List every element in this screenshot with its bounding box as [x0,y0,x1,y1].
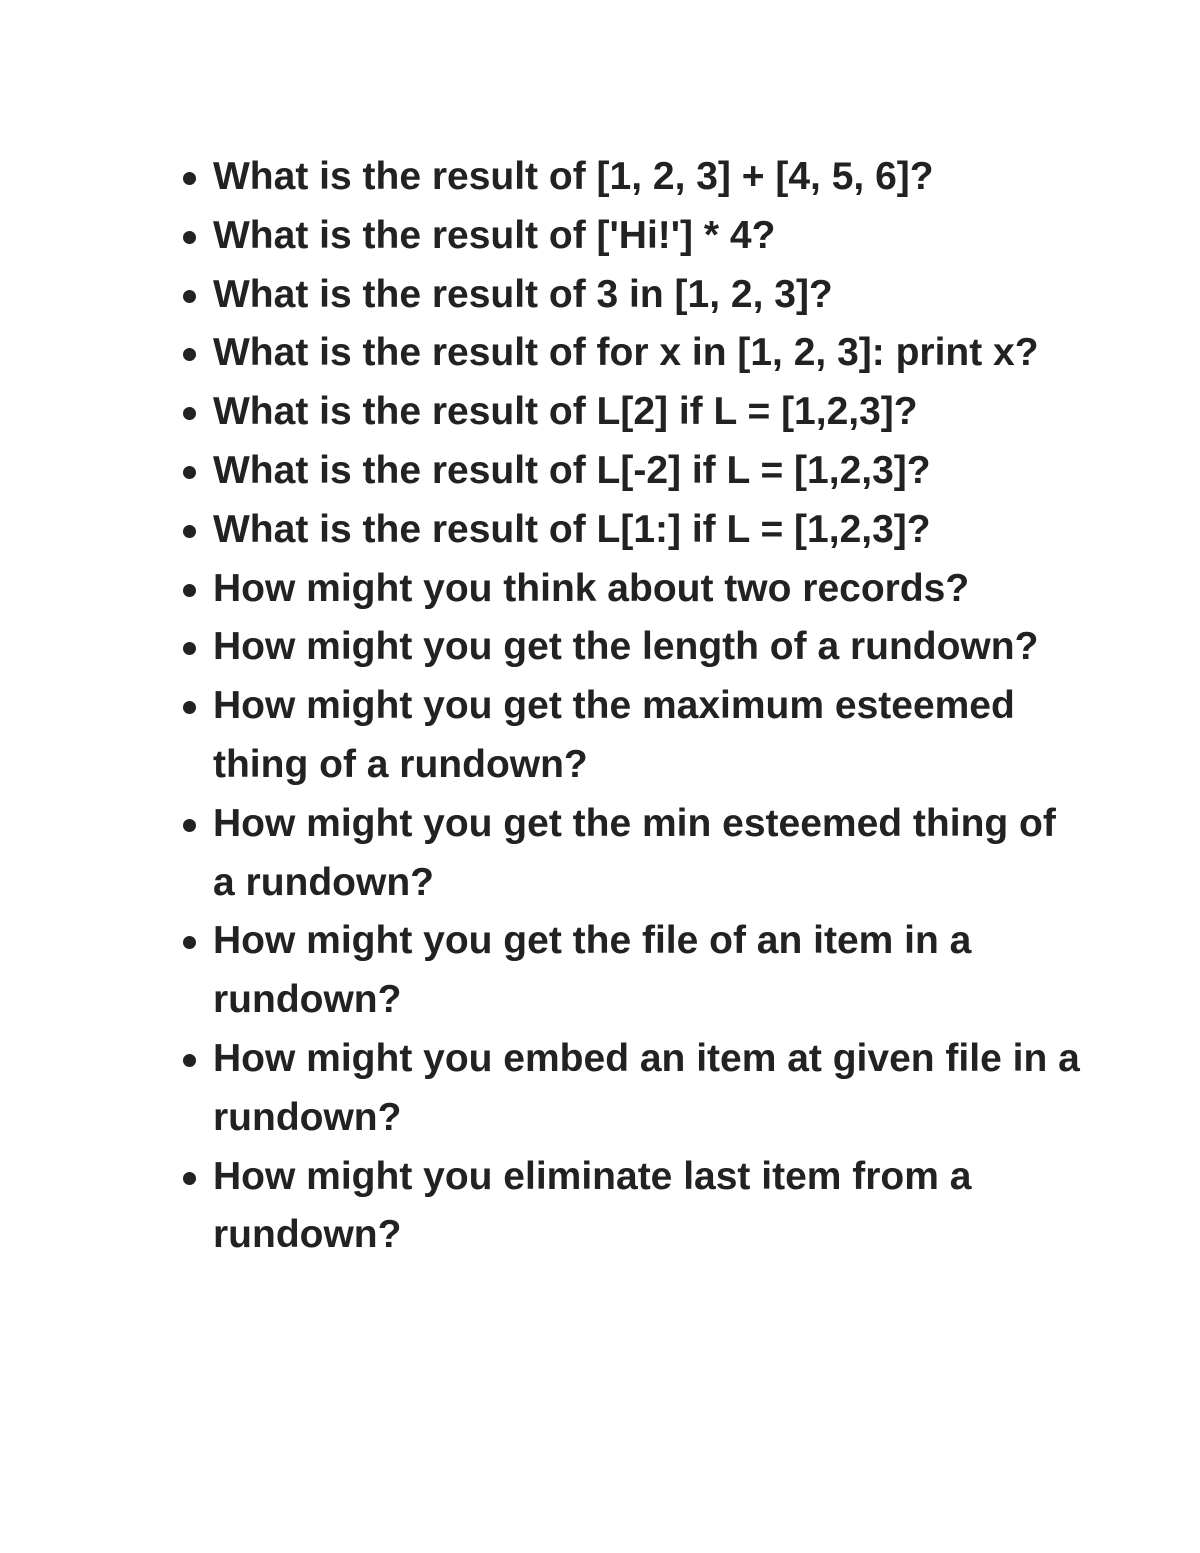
question-text: How might you eliminate last item from a rundown? [213,1154,972,1257]
list-item [180,207,1080,266]
list-item [180,677,1080,795]
list-item [180,795,1080,913]
bullet-icon [183,642,196,655]
list-item [180,442,1080,501]
bullet-icon [183,231,196,244]
question-text: How might you get the length of a rundown? [213,625,1039,669]
bullet-icon [183,584,196,597]
list-item [180,148,1080,207]
bullet-icon [183,407,196,420]
bullet-icon [183,819,196,832]
question-text: What is the result of for x in [1, 2, 3]: print x? [213,331,1039,375]
bullet-icon [183,525,196,538]
bullet-icon [183,1172,196,1185]
list-item [180,560,1080,619]
bullet-icon [183,1054,196,1067]
list-item [180,1030,1080,1148]
bullet-icon [183,701,196,714]
bullet-icon [183,466,196,479]
list-item [180,324,1080,383]
question-list [180,148,1080,1265]
question-text: How might you get the file of an item in a rundown? [213,919,972,1022]
bullet-icon [183,936,196,949]
question-text: What is the result of L[1:] if L = [1,2,3]? [213,507,931,551]
question-text: What is the result of L[2] if L = [1,2,3]? [213,390,918,434]
question-text: What is the result of ['Hi!'] * 4? [213,213,776,257]
question-text: How might you get the maximum esteemed thing of a rundown? [213,684,1015,786]
bullet-icon [183,290,196,303]
question-text: How might you embed an item at given file in a rundown? [213,1036,1080,1139]
list-item [180,266,1080,325]
list-item [180,912,1080,1030]
question-text: How might you think about two records? [213,566,970,610]
question-text: What is the result of L[-2] if L = [1,2,3]? [213,448,931,492]
question-text: What is the result of 3 in [1, 2, 3]? [213,272,833,316]
list-item [180,383,1080,442]
bullet-icon [183,172,196,185]
list-item [180,1148,1080,1266]
list-item [180,618,1080,677]
question-text: What is the result of [1, 2, 3] + [4, 5, 6]? [213,155,934,198]
list-item [180,501,1080,560]
question-text: How might you get the min esteemed thing of a rundown? [213,801,1056,904]
bullet-icon [183,348,196,361]
